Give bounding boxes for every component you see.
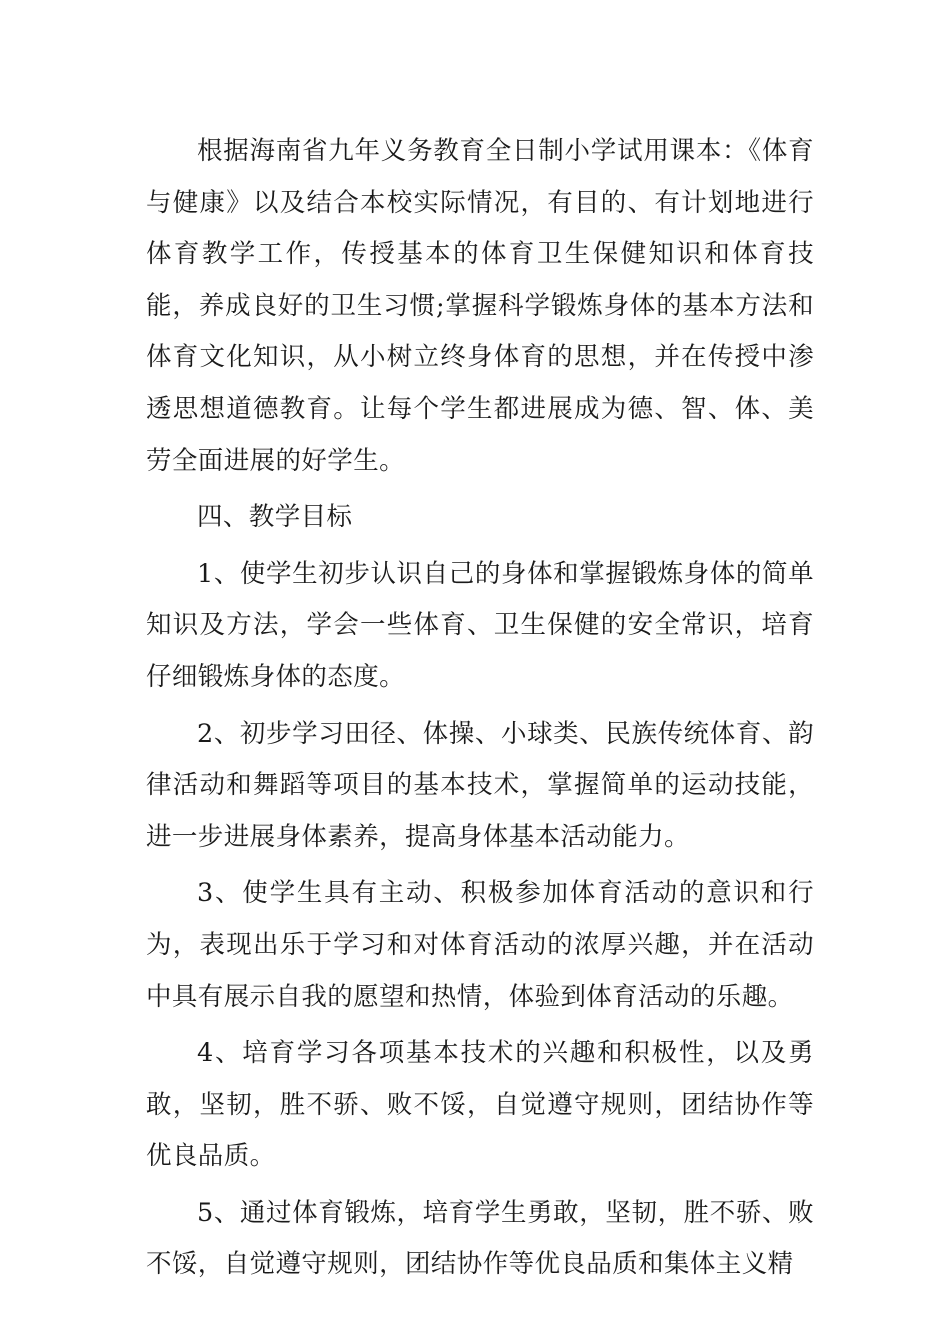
goal-item-2: 2、初步学习田径、体操、小球类、民族传统体育、韵律活动和舞蹈等项目的基本技术，掌握简单的运动技能，进一步进展身体素养，提高身体基本活动能力。	[146, 718, 814, 852]
intro-paragraph: 根据海南省九年义务教育全日制小学试用课本：《体育与健康》以及结合本校实际情况，有目的、有计划地进行体育教学工作，传授基本的体育卫生保健知识和体育技能，养成良好的卫生习惯;掌握科学锻炼身体的基本方法和体育文化知识，从小树立终身体育的思想，并在传授中渗透思想道德教育。让每个学生都进展成为德、智、体、美劳全面进展的好学生。	[146, 136, 814, 476]
goal-item-5: 5、通过体育锻炼，培育学生勇敢，坚韧，胜不骄、败不馁，自觉遵守规则，团结协作等优良品质和集体主义精	[146, 1197, 814, 1280]
goal-item-3: 3、使学生具有主动、积极参加体育活动的意识和行为，表现出乐于学习和对体育活动的浓厚兴趣，并在活动中具有展示自我的愿望和热情，体验到体育活动的乐趣。	[146, 878, 814, 1012]
goal-item-1: 1、使学生初步认识自己的身体和掌握锻炼身体的简单知识及方法，学会一些体育、卫生保健的安全常识，培育仔细锻炼身体的态度。	[146, 558, 814, 692]
section-heading-teaching-goals: 四、教学目标	[197, 502, 353, 533]
goal-item-4: 4、培育学习各项基本技术的兴趣和积极性，以及勇敢，坚韧，胜不骄、败不馁，自觉遵守规则，团结协作等优良品质。	[146, 1038, 814, 1172]
document-body	[146, 126, 814, 1296]
